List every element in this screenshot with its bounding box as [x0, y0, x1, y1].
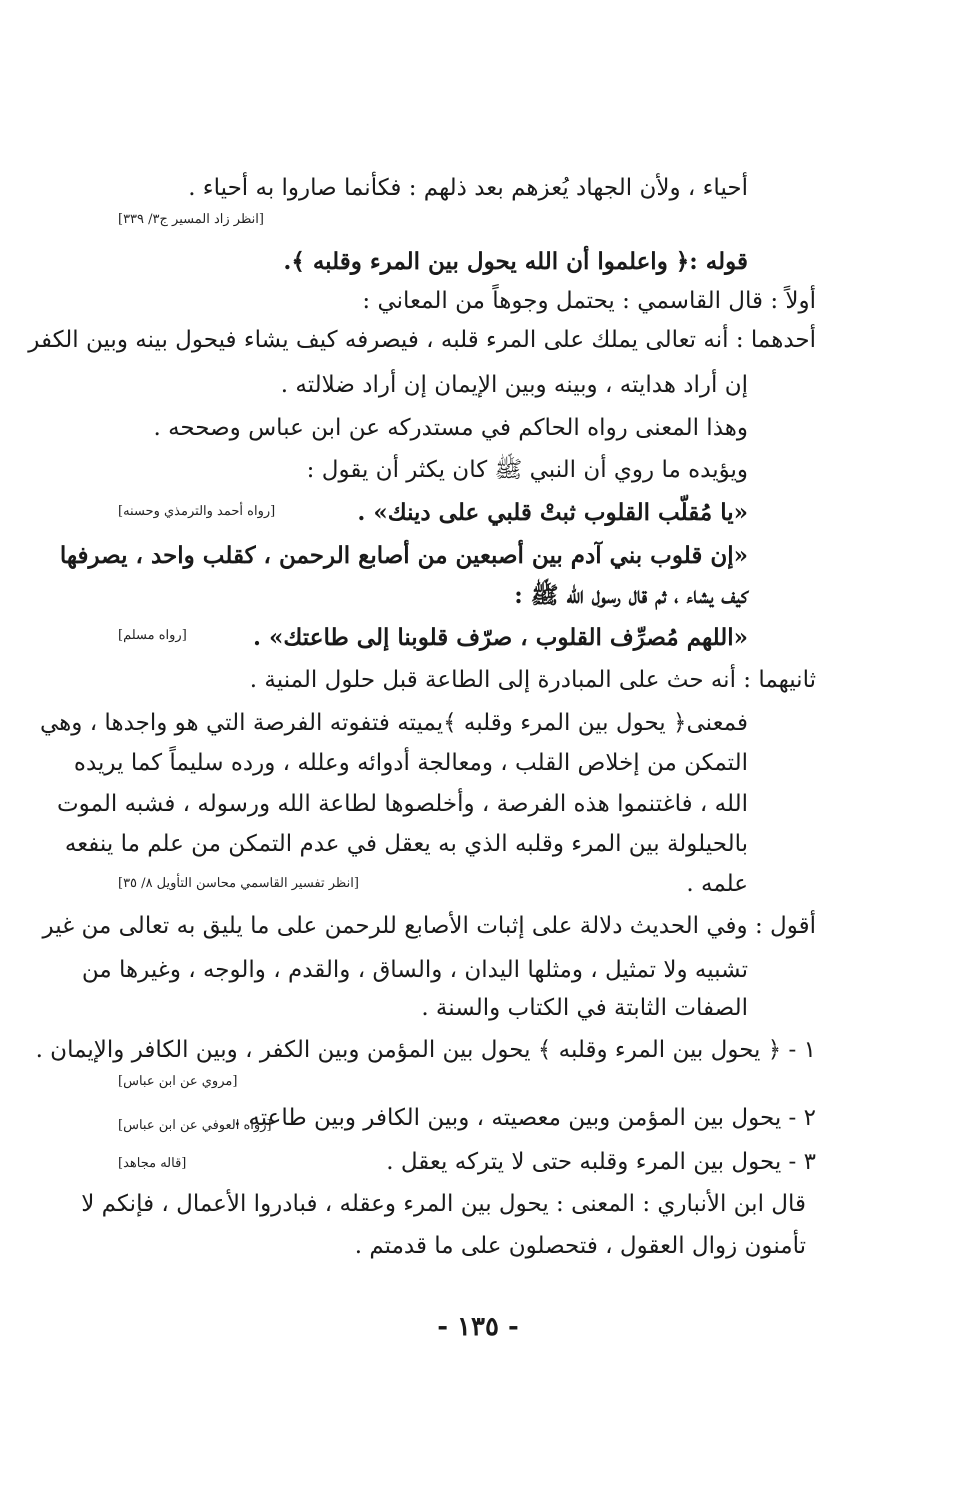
text-line: ثانيهما : أنه حث على المبادرة إلى الطاعة قبل حلول المنية . — [249, 667, 816, 693]
text-line: تأمنون زوال العقول ، فتحصلون على ما قدمتم . — [354, 1233, 806, 1259]
numbered-item: ٣ - يحول بين المرء وقلبه حتى لا يتركه يعقل . — [386, 1149, 816, 1175]
numbered-item: ٢ - يحول بين المؤمن وبين معصيته ، وبين الكافر وبين طاعته . — [233, 1105, 816, 1131]
citation: [مروي عن ابن عباس] — [118, 1074, 238, 1089]
hadith-line: «إن قلوب بني آدم بين أصبعين من أصابع الرحمن ، كقلب واحد ، يصرفها — [59, 542, 748, 569]
page-number: - ١٣٥ - — [437, 1312, 519, 1342]
text-line: بالحيلولة بين المرء وقلبه الذي به يعقل في عدم التمكن من علم ما ينفعه — [64, 831, 748, 857]
text-line: التمكن من إخلاص القلب ، ومعالجة أدوائه وعلله ، ورده سليماً كما يريده — [73, 750, 748, 776]
text-line: أولاً : قال القاسمي : يحتمل وجوهاً من المعاني : — [362, 288, 816, 314]
text-line: أحدهما : أنه تعالى يملك على المرء قلبه ، فيصرفه كيف يشاء فيحول بينه وبين الكفر — [28, 327, 816, 353]
text-line: الصفات الثابتة في الكتاب والسنة . — [421, 995, 748, 1021]
text-line: الله ، فاغتنموا هذه الفرصة ، وأخلصوها لطاعة الله ورسوله ، فشبه الموت — [57, 791, 748, 817]
hadith-line: «اللهم مُصرِّف القلوب ، صرّف قلوبنا إلى طاعتك» . — [253, 624, 748, 651]
text-line: أحياء ، ولأن الجهاد يُعزهم بعد ذلهم : فكأنما صاروا به أحياء . — [188, 175, 748, 201]
text-line: وهذا المعنى رواه الحاكم في مستدركه عن ابن عباس وصححه . — [153, 415, 748, 441]
verse-heading: قوله :﴿ واعلموا أن الله يحول بين المرء وقلبه ﴾. — [283, 248, 748, 275]
citation: [رواه العوفي عن ابن عباس] — [118, 1118, 272, 1133]
citation: [انظر تفسير القاسمي محاسن التأويل ٨/ ٣٥] — [118, 876, 359, 891]
text-line: قال ابن الأنباري : المعنى : يحول بين المرء وعقله ، فبادروا الأعمال ، فإنكم لا — [81, 1191, 806, 1217]
hadith-line: كيف يشاء ، ثم قال رسول الله ﷺ : — [514, 582, 748, 609]
citation: [رواه أحمد والترمذي وحسنه] — [118, 504, 276, 519]
text-line: علمه . — [686, 871, 748, 897]
text-line: أقول : وفي الحديث دلالة على إثبات الأصابع للرحمن على ما يليق به تعالى من غير — [42, 913, 816, 939]
citation: [رواه مسلم] — [118, 628, 187, 643]
citation: [انظر زاد المسير ج٣/ ٣٣٩] — [118, 212, 264, 227]
text-line: إن أراد هدايته ، وبينه وبين الإيمان إن أراد ضلالته . — [280, 372, 748, 398]
text-line: ويؤيده ما روي أن النبي ﷺ كان يكثر أن يقول : — [306, 457, 748, 483]
hadith-line: «يا مُقلّب القلوب ثبتْ قلبي على دينك» . — [357, 499, 748, 526]
citation: [قاله مجاهد] — [118, 1156, 187, 1171]
text-line: تشبيه ولا تمثيل ، ومثلها اليدان ، والساق ، والقدم ، والوجه ، وغيرها من — [81, 957, 748, 983]
numbered-item: ١ - ﴿ يحول بين المرء وقلبه ﴾ يحول بين المؤمن وبين الكفر ، وبين الكافر والإيمان . — [35, 1037, 816, 1063]
text-line: فمعنى﴿ يحول بين المرء وقلبه ﴾يميته فتفوته الفرصة التي هو واجدها ، وهي — [39, 710, 748, 736]
